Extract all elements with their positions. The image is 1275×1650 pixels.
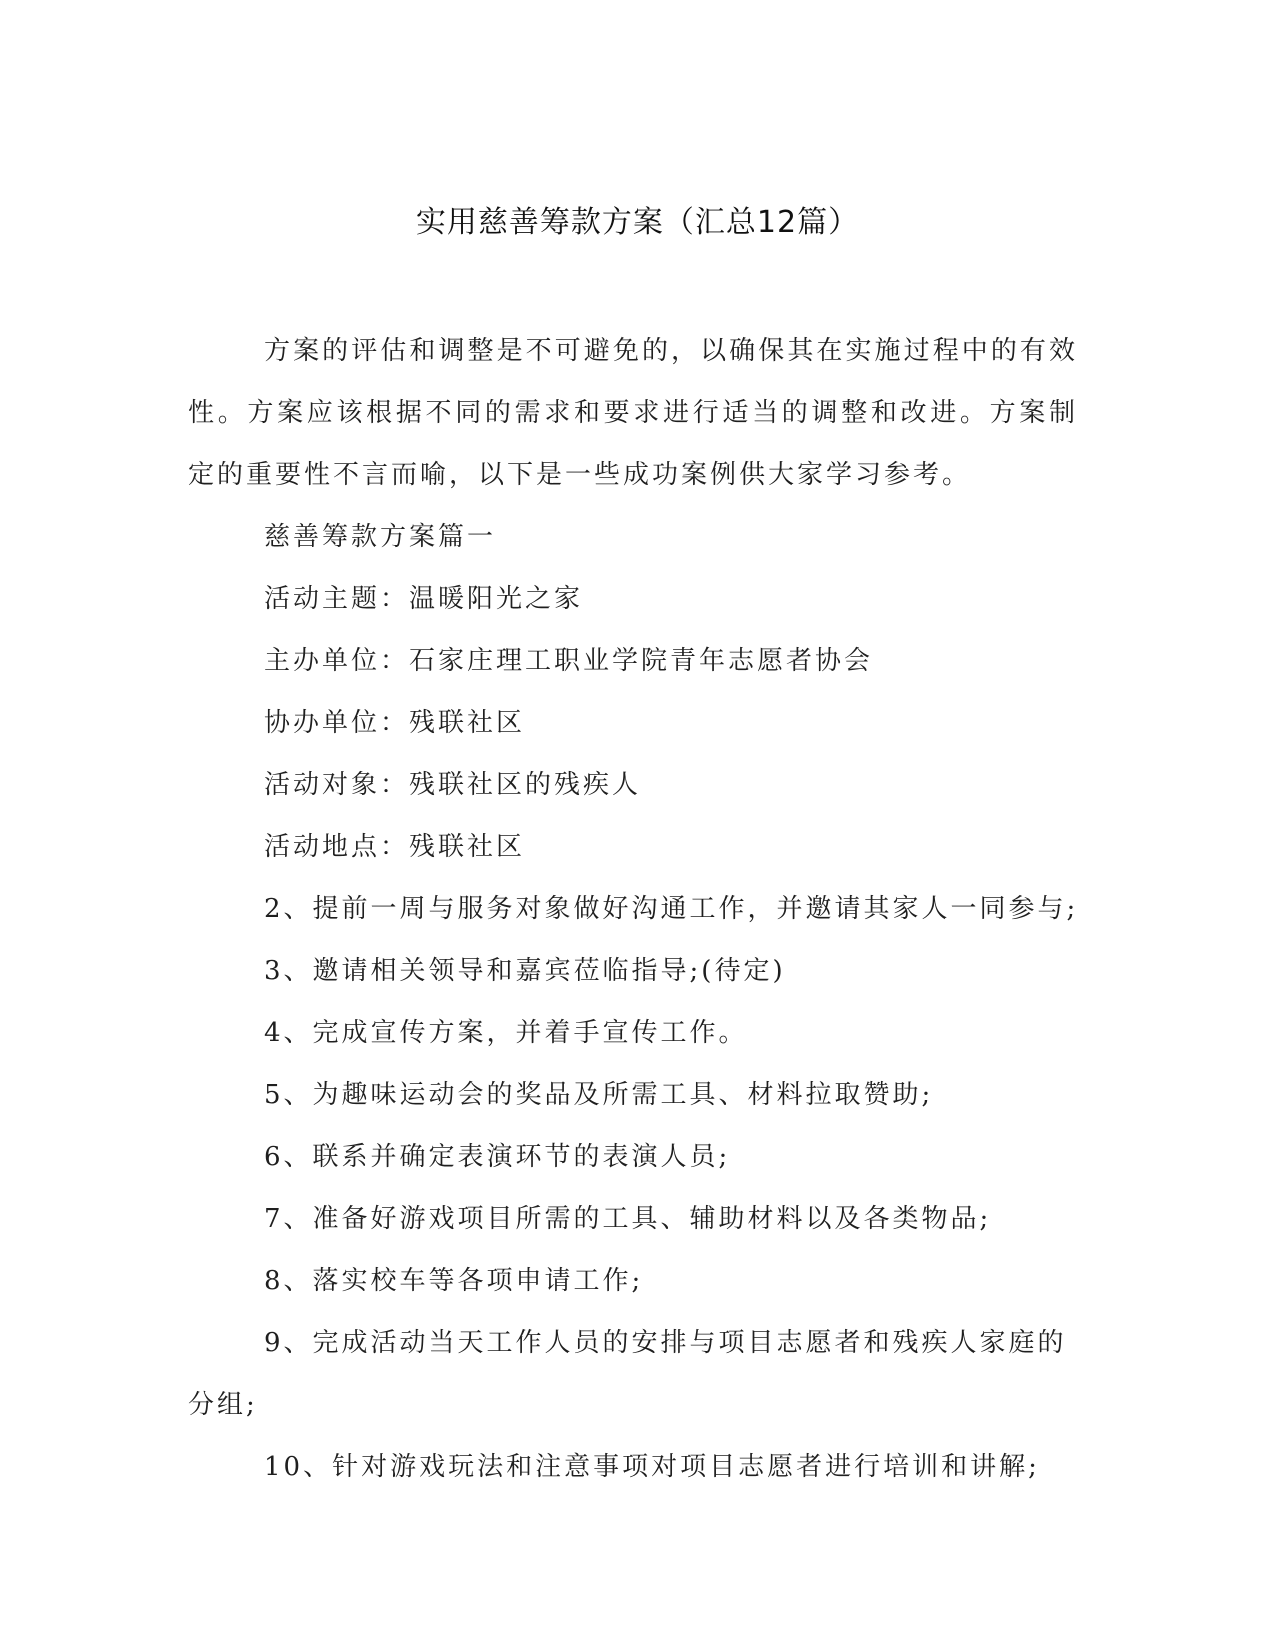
field-theme: 活动主题：温暖阳光之家	[264, 584, 584, 614]
step-item: 9、完成活动当天工作人员的安排与项目志愿者和残疾人家庭的分组;	[188, 1328, 1067, 1420]
step-item: 3、邀请相关领导和嘉宾莅临指导;(待定)	[264, 956, 786, 986]
content-lines	[188, 506, 1078, 1498]
step-item: 7、准备好游戏项目所需的工具、辅助材料以及各类物品;	[264, 1204, 992, 1234]
document-title: 实用慈善筹款方案（汇总12篇）	[415, 205, 860, 240]
field-host: 主办单位：石家庄理工职业学院青年志愿者协会	[264, 646, 874, 676]
field-co-host: 协办单位：残联社区	[264, 708, 526, 738]
field-target: 活动对象：残联社区的残疾人	[264, 770, 642, 800]
step-item: 4、完成宣传方案，并着手宣传工作。	[264, 1018, 748, 1048]
step-item: 5、为趣味运动会的奖品及所需工具、材料拉取赞助;	[264, 1080, 934, 1110]
step-item: 2、提前一周与服务对象做好沟通工作，并邀请其家人一同参与;	[264, 894, 1079, 924]
intro-paragraph: 方案的评估和调整是不可避免的，以确保其在实施过程中的有效性。方案应该根据不同的需求和要求进行适当的调整和改进。方案制定的重要性不言而喻，以下是一些成功案例供大家学习参考。	[188, 336, 1078, 490]
step-item: 8、落实校车等各项申请工作;	[264, 1266, 644, 1296]
step-item: 10、针对游戏玩法和注意事项对项目志愿者进行培训和讲解;	[264, 1452, 1040, 1482]
field-location: 活动地点：残联社区	[264, 832, 526, 862]
step-item: 6、联系并确定表演环节的表演人员;	[264, 1142, 731, 1172]
section-heading: 慈善筹款方案篇一	[264, 522, 497, 552]
